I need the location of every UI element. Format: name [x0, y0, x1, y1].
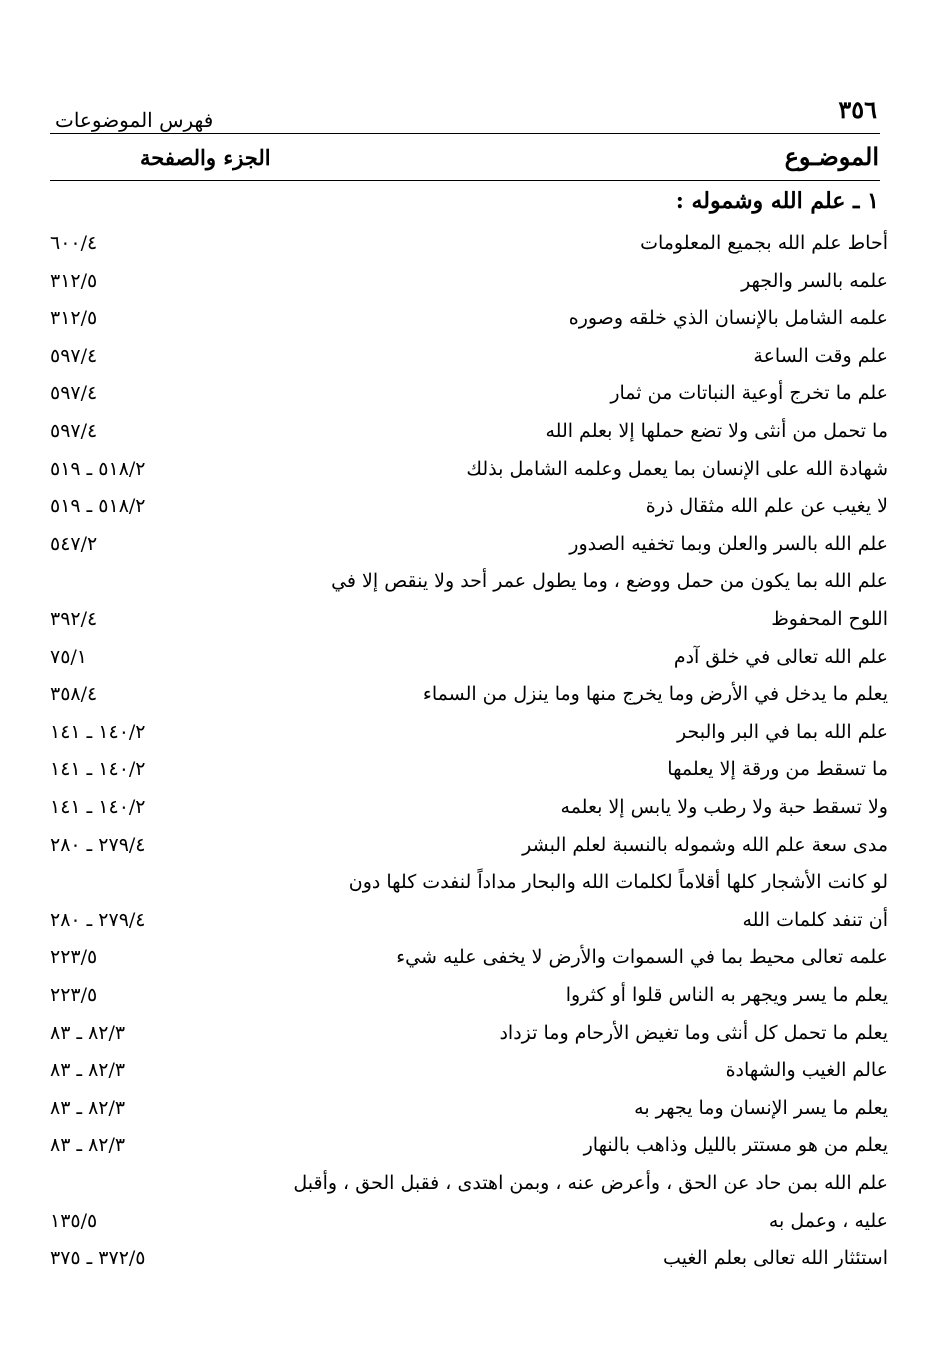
- entry-topic: ما تسقط من ورقة إلا يعلمها: [667, 758, 888, 781]
- entry-reference: ٥٩٧/٤: [50, 420, 98, 442]
- entry-topic: علم الله بمن حاد عن الحق ، وأعرض عنه ، وبمن اهتدى ، فقبل الحق ، وأقبل: [293, 1172, 888, 1194]
- entry-topic: علم الله بما يكون من حمل ووضع ، وما يطول عمر أحد ولا ينقص إلا في: [331, 570, 888, 593]
- index-entry: [50, 563, 888, 599]
- entry-topic: علم الله بالسر والعلن وبما تخفيه الصدور: [569, 532, 888, 555]
- entry-reference: ٥٤٧/٢: [50, 532, 98, 555]
- entry-reference: ٢٢٣/٥: [50, 946, 98, 969]
- index-entry: [50, 827, 888, 863]
- entry-topic: علم وقت الساعة: [753, 344, 888, 367]
- index-entry: [50, 375, 888, 411]
- entry-reference: ٢٧٩/٤ ـ ٢٨٠: [50, 908, 146, 931]
- index-entry: [50, 1203, 888, 1239]
- entry-reference: ٣١٢/٥: [50, 269, 98, 292]
- index-entry: [50, 1165, 888, 1201]
- entry-topic: يعلم ما يدخل في الأرض وما يخرج منها وما ينزل من السماء: [422, 683, 888, 706]
- entry-reference: ٢٢٣/٥: [50, 984, 98, 1006]
- entry-topic: علمه الشامل بالإنسان الذي خلقه وصوره: [568, 307, 888, 330]
- entry-reference: ٧٥/١: [50, 645, 88, 668]
- entry-reference: ٣٩٢/٤: [50, 608, 98, 630]
- entry-reference: ١٤٠/٢ ـ ١٤١: [50, 758, 146, 781]
- entry-topic: يعلم من هو مستتر بالليل وذاهب بالنهار: [583, 1134, 888, 1157]
- entry-reference: ٨٢/٣ ـ ٨٣: [50, 1059, 126, 1082]
- entry-topic: استئثار الله تعالى بعلم الغيب: [663, 1247, 888, 1270]
- index-entry: [50, 451, 888, 487]
- index-entry: [50, 601, 888, 637]
- entry-reference: ٢٧٩/٤ ـ ٢٨٠: [50, 833, 146, 856]
- entry-topic: عالم الغيب والشهادة: [725, 1059, 888, 1082]
- index-entry: [50, 939, 888, 975]
- index-entry: [50, 902, 888, 938]
- index-entry: [50, 639, 888, 675]
- entry-topic: مدى سعة علم الله وشموله بالنسبة لعلم البشر: [522, 833, 888, 856]
- entry-topic: ما تحمل من أنثى ولا تضع حملها إلا بعلم الله: [545, 420, 888, 442]
- entry-topic: علم الله تعالى في خلق آدم: [673, 645, 888, 668]
- entry-topic: ولا تسقط حبة ولا رطب ولا يابس إلا بعلمه: [560, 796, 888, 818]
- entry-reference: ٨٢/٣ ـ ٨٣: [50, 1134, 126, 1157]
- entry-topic: يعلم ما تحمل كل أنثى وما تغيض الأرحام وما تزداد: [499, 1021, 888, 1044]
- entry-topic: يعلم ما يسر ويجهر به الناس قلوا أو كثروا: [565, 984, 888, 1006]
- index-entry: [50, 413, 888, 449]
- index-entry: [50, 1015, 888, 1051]
- column-header-subject: الموضـوع: [784, 142, 879, 171]
- index-entry: [50, 1127, 888, 1163]
- index-entry: [50, 526, 888, 562]
- index-entry: [50, 488, 888, 524]
- index-entry: [50, 338, 888, 374]
- entry-reference: ٣١٢/٥: [50, 307, 98, 330]
- page-number: ٣٥٦: [838, 95, 877, 124]
- entry-topic: يعلم ما يسر الإنسان وما يجهر به: [634, 1096, 888, 1119]
- index-entry: [50, 676, 888, 712]
- entry-reference: ١٤٠/٢ ـ ١٤١: [50, 796, 146, 818]
- entry-reference: ٥١٨/٢ ـ ٥١٩: [50, 457, 146, 480]
- index-entry: [50, 1052, 888, 1088]
- index-entry: [50, 300, 888, 336]
- entry-topic: اللوح المحفوظ: [771, 608, 888, 630]
- index-entry: [50, 1090, 888, 1126]
- entry-reference: ٦٠٠/٤: [50, 232, 98, 254]
- index-entry: [50, 977, 888, 1013]
- entry-reference: ٥٩٧/٤: [50, 382, 98, 405]
- entry-reference: ١٤٠/٢ ـ ١٤١: [50, 720, 146, 743]
- entry-reference: ٨٢/٣ ـ ٨٣: [50, 1021, 126, 1044]
- index-entry: [50, 1240, 888, 1276]
- section-heading: ١ ـ علم الله وشموله :: [675, 188, 879, 214]
- entry-reference: ٥١٨/٢ ـ ٥١٩: [50, 495, 146, 518]
- entry-topic: علم الله بما في البر والبحر: [676, 720, 888, 743]
- index-entry: [50, 714, 888, 750]
- entry-reference: ٥٩٧/٤: [50, 344, 98, 367]
- index-entry: [50, 263, 888, 299]
- entry-topic: أحاط علم الله بجميع المعلومات: [640, 232, 888, 254]
- entry-topic: لو كانت الأشجار كلها أقلاماً لكلمات الله والبحار مداداً لنفدت كلها دون: [348, 871, 888, 894]
- entry-reference: ٨٢/٣ ـ ٨٣: [50, 1096, 126, 1119]
- entry-reference: ١٣٥/٥: [50, 1209, 98, 1232]
- entry-topic: علمه بالسر والجهر: [741, 269, 888, 292]
- entry-reference: ٣٧٢/٥ ـ ٣٧٥: [50, 1247, 146, 1270]
- index-entry: [50, 864, 888, 900]
- entry-topic: علم ما تخرج أوعية النباتات من ثمار: [610, 382, 888, 405]
- index-entry: [50, 225, 888, 261]
- running-title: فهرس الموضوعات: [55, 108, 214, 132]
- entry-topic: أن تنفد كلمات الله: [742, 908, 888, 931]
- index-entry: [50, 751, 888, 787]
- entry-topic: شهادة الله على الإنسان بما يعمل وعلمه الشامل بذلك: [466, 457, 888, 480]
- entry-topic: عليه ، وعمل به: [768, 1209, 888, 1232]
- entry-topic: لا يغيب عن علم الله مثقال ذرة: [645, 495, 888, 518]
- entry-topic: علمه تعالى محيط بما في السموات والأرض لا يخفى عليه شيء: [396, 946, 888, 969]
- header-rule: [50, 133, 880, 134]
- column-header-rule: [50, 180, 880, 181]
- index-entry: [50, 789, 888, 825]
- column-header-reference: الجزء والصفحة: [140, 145, 271, 170]
- entry-reference: ٣٥٨/٤: [50, 683, 98, 706]
